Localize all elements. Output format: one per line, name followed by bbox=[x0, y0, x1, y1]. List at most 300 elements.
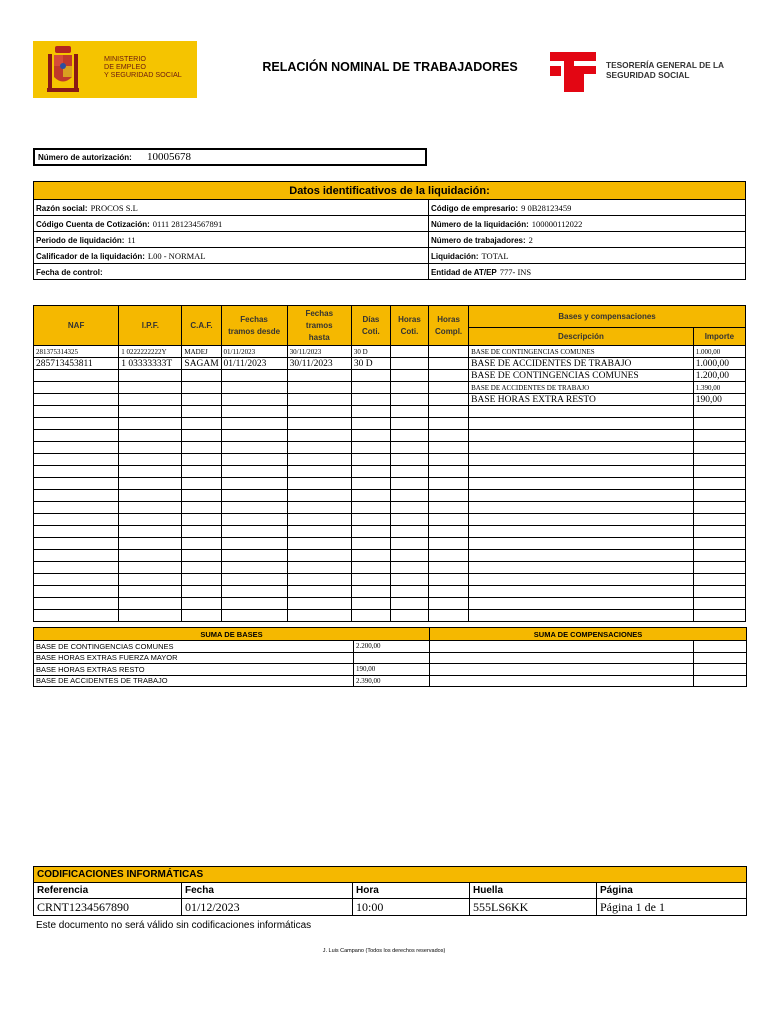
table-row-empty bbox=[34, 610, 746, 622]
cell-desde bbox=[221, 478, 287, 490]
cell-ipf bbox=[119, 586, 182, 598]
data-cell-right bbox=[428, 248, 745, 264]
cell-imp bbox=[693, 442, 745, 454]
cell-hcp bbox=[429, 382, 469, 394]
cell-imp bbox=[693, 538, 745, 550]
cell-desc bbox=[469, 550, 694, 562]
liquidation-data-row bbox=[34, 248, 746, 264]
cell-hcp bbox=[429, 442, 469, 454]
cell-ipf bbox=[119, 538, 182, 550]
liquidation-data-table bbox=[33, 181, 746, 280]
cell-naf bbox=[34, 526, 119, 538]
cell-desde bbox=[221, 406, 287, 418]
cell-hasta bbox=[287, 430, 351, 442]
cell-imp bbox=[693, 478, 745, 490]
cell-dias bbox=[351, 550, 390, 562]
cell-naf bbox=[34, 442, 119, 454]
cell-imp bbox=[693, 610, 745, 622]
data-cell-right bbox=[428, 200, 745, 216]
cell-naf bbox=[34, 538, 119, 550]
cell-hasta bbox=[287, 502, 351, 514]
value-referencia: CRNT1234567890 bbox=[34, 899, 182, 916]
cell-caf bbox=[182, 538, 221, 550]
table-row bbox=[34, 358, 746, 370]
data-cell-right bbox=[428, 232, 745, 248]
comp-value bbox=[694, 652, 747, 664]
cell-caf bbox=[182, 562, 221, 574]
liquidation-data-row bbox=[34, 264, 746, 280]
cell-imp: 1.000,00 bbox=[693, 358, 745, 370]
cell-ipf bbox=[119, 442, 182, 454]
cell-hcp bbox=[429, 454, 469, 466]
cell-ipf bbox=[119, 454, 182, 466]
ministry-line: MINISTERIO bbox=[104, 54, 146, 63]
label-pagina: Página bbox=[597, 883, 747, 899]
cell-dias bbox=[351, 394, 390, 406]
value-pagina: Página 1 de 1 bbox=[597, 899, 747, 916]
col-horas-compl: Horas Compl. bbox=[429, 306, 469, 346]
cell-desc bbox=[469, 430, 694, 442]
cell-hasta bbox=[287, 586, 351, 598]
cell-desde bbox=[221, 514, 287, 526]
table-row-empty bbox=[34, 478, 746, 490]
cell-naf bbox=[34, 370, 119, 382]
cell-ipf bbox=[119, 382, 182, 394]
cell-desc bbox=[469, 562, 694, 574]
sum-row bbox=[34, 652, 747, 664]
cell-desde bbox=[221, 574, 287, 586]
cell-hasta bbox=[287, 550, 351, 562]
data-cell-left bbox=[34, 248, 429, 264]
authorization-box bbox=[33, 148, 427, 166]
cell-ipf bbox=[119, 526, 182, 538]
cell-caf bbox=[182, 394, 221, 406]
data-value: PROCOS S.L bbox=[90, 202, 138, 213]
cell-dias bbox=[351, 406, 390, 418]
sum-value: 2.390,00 bbox=[354, 675, 430, 687]
cell-desde bbox=[221, 562, 287, 574]
cell-hcp bbox=[429, 598, 469, 610]
cell-desc bbox=[469, 478, 694, 490]
cell-desc bbox=[469, 466, 694, 478]
cell-hc bbox=[390, 442, 428, 454]
cell-dias bbox=[351, 586, 390, 598]
cell-hc bbox=[390, 382, 428, 394]
cell-hc bbox=[390, 478, 428, 490]
cell-hc bbox=[390, 394, 428, 406]
cell-caf bbox=[182, 382, 221, 394]
comp-label bbox=[430, 675, 694, 687]
cell-hc bbox=[390, 346, 428, 358]
col-hasta: Fechas tramos hasta bbox=[287, 306, 351, 346]
cell-hc bbox=[390, 418, 428, 430]
col-ipf: I.P.F. bbox=[119, 306, 182, 346]
data-label: Liquidación: bbox=[430, 251, 479, 261]
cell-hc bbox=[390, 370, 428, 382]
cell-desde: 01/11/2023 bbox=[221, 358, 287, 370]
cell-desde bbox=[221, 490, 287, 502]
cell-hasta bbox=[287, 610, 351, 622]
cell-desde bbox=[221, 610, 287, 622]
cell-desc bbox=[469, 538, 694, 550]
cell-ipf: 1 0222222222Y bbox=[119, 346, 182, 358]
cell-dias bbox=[351, 502, 390, 514]
cell-hc bbox=[390, 430, 428, 442]
liquidation-data-row bbox=[34, 216, 746, 232]
sum-row bbox=[34, 641, 747, 653]
cell-imp bbox=[693, 466, 745, 478]
comp-label bbox=[430, 664, 694, 676]
col-caf: C.A.F. bbox=[182, 306, 221, 346]
authorization-number: 10005678 bbox=[147, 151, 191, 163]
table-row-empty bbox=[34, 454, 746, 466]
cell-desde bbox=[221, 502, 287, 514]
cell-desde bbox=[221, 418, 287, 430]
cell-dias bbox=[351, 526, 390, 538]
cell-dias: 30 D bbox=[351, 358, 390, 370]
cell-hasta bbox=[287, 406, 351, 418]
cell-desc: BASE HORAS EXTRA RESTO bbox=[469, 394, 694, 406]
cell-hasta: 30/11/2023 bbox=[287, 358, 351, 370]
table-row-empty bbox=[34, 562, 746, 574]
cell-desde bbox=[221, 466, 287, 478]
cell-naf bbox=[34, 574, 119, 586]
ministry-line: DE EMPLEO bbox=[104, 62, 146, 72]
cell-dias bbox=[351, 466, 390, 478]
cell-caf bbox=[182, 586, 221, 598]
data-label: Código de empresario: bbox=[430, 203, 519, 213]
cell-desc bbox=[469, 442, 694, 454]
table-row-empty bbox=[34, 418, 746, 430]
cell-dias bbox=[351, 370, 390, 382]
cell-ipf bbox=[119, 562, 182, 574]
cell-dias bbox=[351, 478, 390, 490]
cell-hcp bbox=[429, 346, 469, 358]
cell-imp: 1.200,00 bbox=[693, 370, 745, 382]
cell-imp bbox=[693, 550, 745, 562]
cell-imp bbox=[693, 526, 745, 538]
cell-caf bbox=[182, 370, 221, 382]
cell-caf bbox=[182, 514, 221, 526]
sum-row bbox=[34, 664, 747, 676]
sum-row bbox=[34, 675, 747, 687]
sum-value bbox=[354, 652, 430, 664]
authorization-label: Número de autorización: bbox=[38, 153, 132, 162]
cell-dias bbox=[351, 514, 390, 526]
cell-caf bbox=[182, 502, 221, 514]
col-dias: Días Coti. bbox=[351, 306, 390, 346]
ministry-name bbox=[104, 55, 182, 80]
cell-hasta bbox=[287, 598, 351, 610]
value-hora: 10:00 bbox=[353, 899, 470, 916]
cell-naf bbox=[34, 490, 119, 502]
col-descripcion: Descripción bbox=[469, 328, 694, 346]
cell-hcp bbox=[429, 610, 469, 622]
cell-naf bbox=[34, 550, 119, 562]
cell-desde bbox=[221, 370, 287, 382]
cell-hc bbox=[390, 466, 428, 478]
cell-naf bbox=[34, 466, 119, 478]
tgss-line: SEGURIDAD SOCIAL bbox=[606, 69, 690, 80]
cell-imp bbox=[693, 514, 745, 526]
cell-desc bbox=[469, 610, 694, 622]
cell-desc bbox=[469, 490, 694, 502]
cell-hc bbox=[390, 586, 428, 598]
codificaciones-table bbox=[33, 866, 747, 916]
cell-hc bbox=[390, 574, 428, 586]
cell-desde bbox=[221, 550, 287, 562]
cell-naf bbox=[34, 562, 119, 574]
cell-hasta bbox=[287, 538, 351, 550]
cell-caf: SAGAM bbox=[182, 358, 221, 370]
table-row-empty bbox=[34, 550, 746, 562]
cell-hasta: 30/11/2023 bbox=[287, 346, 351, 358]
cell-imp: 190,00 bbox=[693, 394, 745, 406]
cell-dias bbox=[351, 454, 390, 466]
comp-value bbox=[694, 675, 747, 687]
table-row-empty bbox=[34, 514, 746, 526]
cell-dias: 30 D bbox=[351, 346, 390, 358]
data-value: 100000112022 bbox=[531, 218, 583, 229]
data-label: Periodo de liquidación: bbox=[36, 235, 125, 245]
cell-dias bbox=[351, 418, 390, 430]
cell-caf bbox=[182, 478, 221, 490]
cell-naf bbox=[34, 406, 119, 418]
cell-hc bbox=[390, 502, 428, 514]
cell-ipf bbox=[119, 610, 182, 622]
coat-of-arms-icon bbox=[45, 44, 81, 96]
col-horas-coti: Horas Coti. bbox=[390, 306, 428, 346]
table-row bbox=[34, 370, 746, 382]
cell-dias bbox=[351, 430, 390, 442]
tgss-line: TESORERÍA GENERAL DE LA bbox=[606, 60, 725, 70]
cell-dias bbox=[351, 442, 390, 454]
cell-hasta bbox=[287, 490, 351, 502]
data-cell-right bbox=[428, 264, 745, 280]
cell-naf bbox=[34, 394, 119, 406]
sum-value: 2.200,00 bbox=[354, 641, 430, 653]
cell-hcp bbox=[429, 418, 469, 430]
cell-ipf bbox=[119, 550, 182, 562]
cell-desc: BASE DE ACCIDENTES DE TRABAJO bbox=[469, 358, 694, 370]
cell-desde bbox=[221, 598, 287, 610]
cell-caf bbox=[182, 442, 221, 454]
cell-ipf bbox=[119, 598, 182, 610]
cell-naf: 285713453811 bbox=[34, 358, 119, 370]
cell-desc bbox=[469, 418, 694, 430]
table-row-empty bbox=[34, 526, 746, 538]
cell-desc: BASE DE CONTINGENCIAS COMUNES bbox=[469, 346, 694, 358]
table-row bbox=[34, 382, 746, 394]
cell-caf bbox=[182, 454, 221, 466]
sum-label: BASE DE ACCIDENTES DE TRABAJO bbox=[34, 675, 354, 687]
data-cell-left bbox=[34, 264, 429, 280]
cell-hc bbox=[390, 490, 428, 502]
comp-label bbox=[430, 641, 694, 653]
cell-imp bbox=[693, 418, 745, 430]
cell-naf bbox=[34, 598, 119, 610]
table-row-empty bbox=[34, 586, 746, 598]
copyright-footer: J. Luis Campano (Todos los derechos reservados) bbox=[322, 948, 446, 954]
cell-hc bbox=[390, 406, 428, 418]
cell-hcp bbox=[429, 574, 469, 586]
workers-table bbox=[33, 305, 746, 622]
cell-hasta bbox=[287, 466, 351, 478]
table-row-empty bbox=[34, 430, 746, 442]
cell-hasta bbox=[287, 418, 351, 430]
label-fecha: Fecha bbox=[182, 883, 353, 899]
liquidation-data-title: Datos identificativos de la liquidación: bbox=[34, 182, 746, 200]
table-row-empty bbox=[34, 406, 746, 418]
cell-caf bbox=[182, 466, 221, 478]
data-label: Calificador de la liquidación: bbox=[36, 251, 145, 261]
cell-hcp bbox=[429, 526, 469, 538]
cell-desc bbox=[469, 454, 694, 466]
cell-hcp bbox=[429, 550, 469, 562]
page-title: RELACIÓN NOMINAL DE TRABAJADORES bbox=[262, 60, 518, 74]
cell-hasta bbox=[287, 526, 351, 538]
cell-naf bbox=[34, 586, 119, 598]
cell-caf bbox=[182, 490, 221, 502]
cell-hc bbox=[390, 454, 428, 466]
label-hora: Hora bbox=[353, 883, 470, 899]
table-row-empty bbox=[34, 538, 746, 550]
cell-naf bbox=[34, 610, 119, 622]
table-row-empty bbox=[34, 574, 746, 586]
data-label: Razón social: bbox=[36, 203, 88, 213]
ministry-logo bbox=[33, 41, 197, 98]
cell-caf bbox=[182, 406, 221, 418]
comp-value bbox=[694, 641, 747, 653]
cell-hc bbox=[390, 550, 428, 562]
cell-naf: 281375314325 bbox=[34, 346, 119, 358]
tgss-logo-icon bbox=[550, 52, 598, 92]
sum-label: BASE DE CONTINGENCIAS COMUNES bbox=[34, 641, 354, 653]
cell-imp bbox=[693, 502, 745, 514]
data-value: L00 - NORMAL bbox=[147, 250, 206, 261]
cell-naf bbox=[34, 382, 119, 394]
sum-label: BASE HORAS EXTRAS RESTO bbox=[34, 664, 354, 676]
cell-naf bbox=[34, 418, 119, 430]
table-row-empty bbox=[34, 598, 746, 610]
label-huella: Huella bbox=[470, 883, 597, 899]
cell-desc bbox=[469, 526, 694, 538]
cell-dias bbox=[351, 574, 390, 586]
cell-desde bbox=[221, 394, 287, 406]
ministry-line: Y SEGURIDAD SOCIAL bbox=[104, 70, 182, 80]
cell-ipf bbox=[119, 514, 182, 526]
cell-caf bbox=[182, 598, 221, 610]
col-importe: Importe bbox=[693, 328, 745, 346]
data-cell-right bbox=[428, 216, 745, 232]
label-referencia: Referencia bbox=[34, 883, 182, 899]
cell-hasta bbox=[287, 382, 351, 394]
cell-imp bbox=[693, 454, 745, 466]
cell-naf bbox=[34, 514, 119, 526]
cell-caf: MADEJ bbox=[182, 346, 221, 358]
cell-hasta bbox=[287, 574, 351, 586]
cell-desde bbox=[221, 526, 287, 538]
cell-caf bbox=[182, 550, 221, 562]
cell-dias bbox=[351, 490, 390, 502]
cell-hcp bbox=[429, 430, 469, 442]
cell-caf bbox=[182, 430, 221, 442]
cell-hcp bbox=[429, 538, 469, 550]
cell-imp bbox=[693, 430, 745, 442]
cell-dias bbox=[351, 598, 390, 610]
data-cell-left bbox=[34, 216, 429, 232]
cell-hcp bbox=[429, 370, 469, 382]
cell-hcp bbox=[429, 562, 469, 574]
cell-desde: 01/11/2023 bbox=[221, 346, 287, 358]
cell-hc bbox=[390, 514, 428, 526]
cell-desc bbox=[469, 502, 694, 514]
col-desde: Fechas tramos desde bbox=[221, 306, 287, 346]
cell-hasta bbox=[287, 514, 351, 526]
cell-desde bbox=[221, 586, 287, 598]
cell-caf bbox=[182, 526, 221, 538]
comp-label bbox=[430, 652, 694, 664]
cell-ipf bbox=[119, 394, 182, 406]
col-naf: NAF bbox=[34, 306, 119, 346]
cell-hcp bbox=[429, 358, 469, 370]
data-value: 2 bbox=[528, 234, 533, 245]
table-row-empty bbox=[34, 502, 746, 514]
data-value: 777- INS bbox=[499, 266, 532, 277]
cell-hcp bbox=[429, 490, 469, 502]
cell-ipf bbox=[119, 478, 182, 490]
cell-hc bbox=[390, 562, 428, 574]
cell-dias bbox=[351, 538, 390, 550]
cell-ipf bbox=[119, 490, 182, 502]
cell-ipf bbox=[119, 574, 182, 586]
cell-hasta bbox=[287, 478, 351, 490]
table-row-empty bbox=[34, 442, 746, 454]
cell-dias bbox=[351, 562, 390, 574]
cell-desc bbox=[469, 574, 694, 586]
cell-desc bbox=[469, 586, 694, 598]
cell-hasta bbox=[287, 370, 351, 382]
data-label: Número de trabajadores: bbox=[430, 235, 526, 245]
cell-hc bbox=[390, 358, 428, 370]
tgss-name bbox=[606, 61, 724, 80]
data-cell-left bbox=[34, 232, 429, 248]
cell-dias bbox=[351, 382, 390, 394]
cell-desde bbox=[221, 430, 287, 442]
table-row bbox=[34, 346, 746, 358]
cell-hcp bbox=[429, 502, 469, 514]
cell-imp bbox=[693, 490, 745, 502]
cell-naf bbox=[34, 478, 119, 490]
cell-ipf bbox=[119, 406, 182, 418]
value-fecha: 01/12/2023 bbox=[182, 899, 353, 916]
cell-ipf bbox=[119, 466, 182, 478]
cell-caf bbox=[182, 610, 221, 622]
cell-desc: BASE DE ACCIDENTES DE TRABAJO bbox=[469, 382, 694, 394]
cell-desc bbox=[469, 514, 694, 526]
cell-imp: 1.000,00 bbox=[693, 346, 745, 358]
cell-hcp bbox=[429, 466, 469, 478]
cell-ipf bbox=[119, 418, 182, 430]
cell-desde bbox=[221, 442, 287, 454]
sums-table bbox=[33, 627, 747, 687]
cell-imp: 1.390,00 bbox=[693, 382, 745, 394]
cell-desc: BASE DE CONTINGENCIAS COMUNES bbox=[469, 370, 694, 382]
sum-value: 190,00 bbox=[354, 664, 430, 676]
codificaciones-title: CODIFICACIONES INFORMÁTICAS bbox=[34, 867, 747, 883]
value-huella: 555LS6KK bbox=[470, 899, 597, 916]
cell-hasta bbox=[287, 454, 351, 466]
